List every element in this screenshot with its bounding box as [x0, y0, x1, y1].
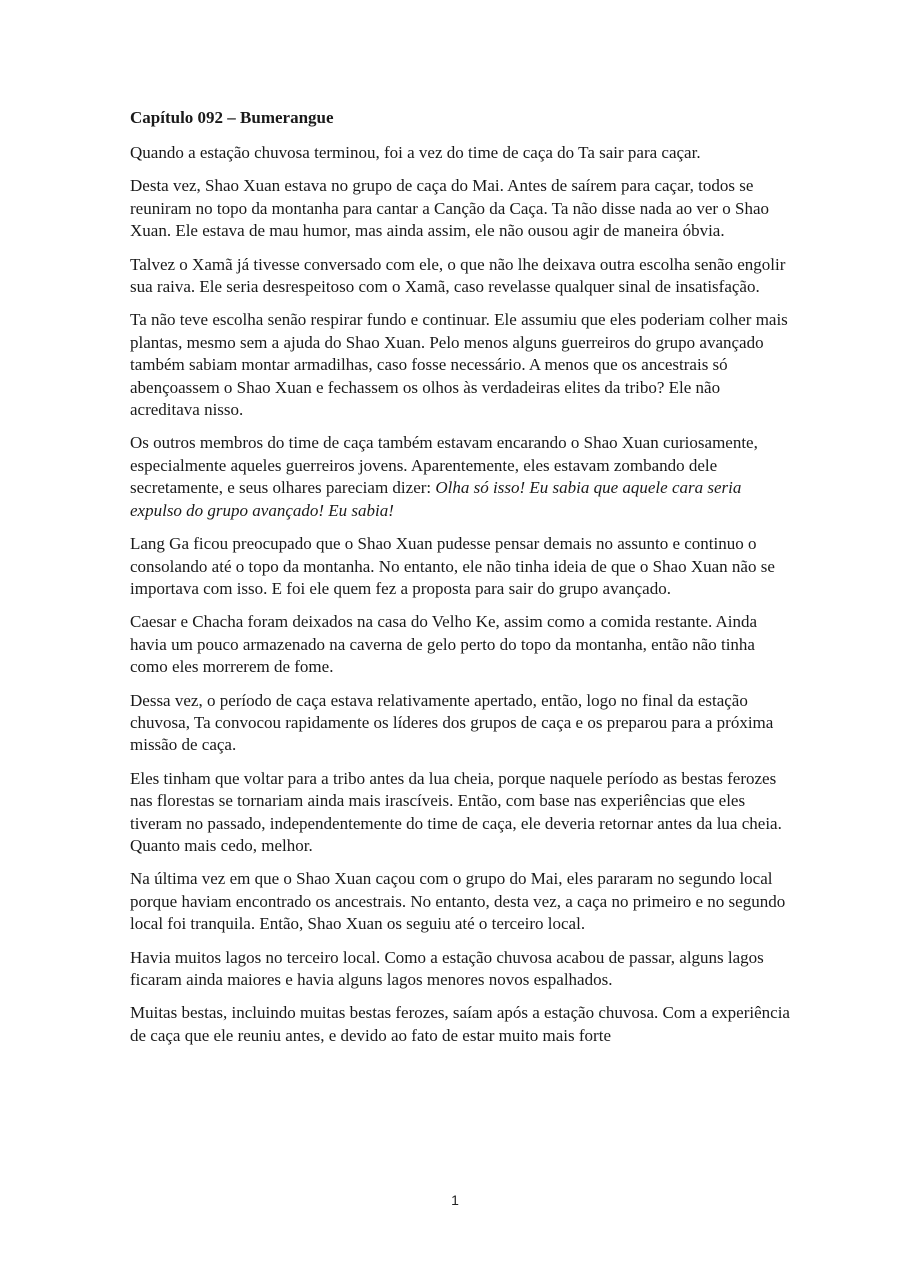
page-number: 1	[451, 1192, 459, 1208]
paragraph-with-italic-quote	[130, 432, 790, 522]
paragraph: Desta vez, Shao Xuan estava no grupo de caça do Mai. Antes de saírem para caçar, todos se reuniram no topo da montanha para cantar a Canção da Caça. Ta não disse nada ao ver o Shao Xuan. Ele estava de mau humor, mas ainda assim, ele não ousou agir de maneira óbvia.	[130, 176, 770, 241]
paragraph: Eles tinham que voltar para a tribo antes da lua cheia, porque naquele período as bestas ferozes nas florestas se tornariam ainda mais irascíveis. Então, com base nas experiências que eles tiveram no passado, independentemente do time de caça, ele deveria retornar antes da lua cheia. Quanto mais cedo, melhor.	[130, 768, 782, 855]
paragraph: Quando a estação chuvosa terminou, foi a vez do time de caça do Ta sair para caçar.	[130, 143, 701, 162]
paragraph: Muitas bestas, incluindo muitas bestas ferozes, saíam após a estação chuvosa. Com a experiência de caça que ele reuniu antes, e devido ao fato de estar muito mais forte	[130, 1003, 790, 1045]
document-page	[130, 106, 790, 1058]
paragraph: Na última vez em que o Shao Xuan caçou com o grupo do Mai, eles pararam no segundo local porque haviam encontrado os ancestrais. No entanto, desta vez, a caça no primeiro e no segundo local foi tranquila. Então, Shao Xuan os seguiu até o terceiro local.	[130, 869, 786, 934]
paragraph: Ta não teve escolha senão respirar fundo e continuar. Ele assumiu que eles poderiam colher mais plantas, mesmo sem a ajuda do Shao Xuan. Pelo menos alguns guerreiros do grupo avançado também sabiam montar armadilhas, caso fosse necessário. A menos que os ancestrais só abençoassem o Shao Xuan e fechassem os olhos às verdadeiras elites da tribo? Ele não acreditava nisso.	[130, 310, 788, 420]
chapter-title: Capítulo 092 – Bumerangue	[130, 108, 334, 127]
paragraph: Lang Ga ficou preocupado que o Shao Xuan pudesse pensar demais no assunto e continuo o consolando até o topo da montanha. No entanto, ele não tinha ideia de que o Shao Xuan não se importava com isso. E foi ele quem fez a proposta para sair do grupo avançado.	[130, 534, 775, 598]
paragraph: Dessa vez, o período de caça estava relativamente apertado, então, logo no final da estação chuvosa, Ta convocou rapidamente os líderes dos grupos de caça e os preparou para a próxima missão de caça.	[130, 690, 774, 755]
paragraph-text: Os outros membros do time de caça também estavam encarando o Shao Xuan curiosamente, especialmente aqueles guerreiros jovens. Aparentemente, eles estavam zombando dele secretamente, e seus olhares pareciam dizer:	[130, 433, 758, 498]
paragraph: Talvez o Xamã já tivesse conversado com ele, o que não lhe deixava outra escolha senão engolir sua raiva. Ele seria desrespeitoso com o Xamã, caso revelasse qualquer sinal de insatisfação.	[130, 254, 786, 297]
italic-quote: Olha só isso! Eu sabia que aquele cara seria expulso do grupo avançado! Eu sabia!	[130, 478, 742, 520]
paragraph: Havia muitos lagos no terceiro local. Como a estação chuvosa acabou de passar, alguns lagos ficaram ainda maiores e havia alguns lagos menores novos espalhados.	[130, 947, 764, 989]
paragraph: Caesar e Chacha foram deixados na casa do Velho Ke, assim como a comida restante. Ainda havia um pouco armazenado na caverna de gelo perto do topo da montanha, então não tinha como eles morrerem de fome.	[130, 612, 758, 677]
